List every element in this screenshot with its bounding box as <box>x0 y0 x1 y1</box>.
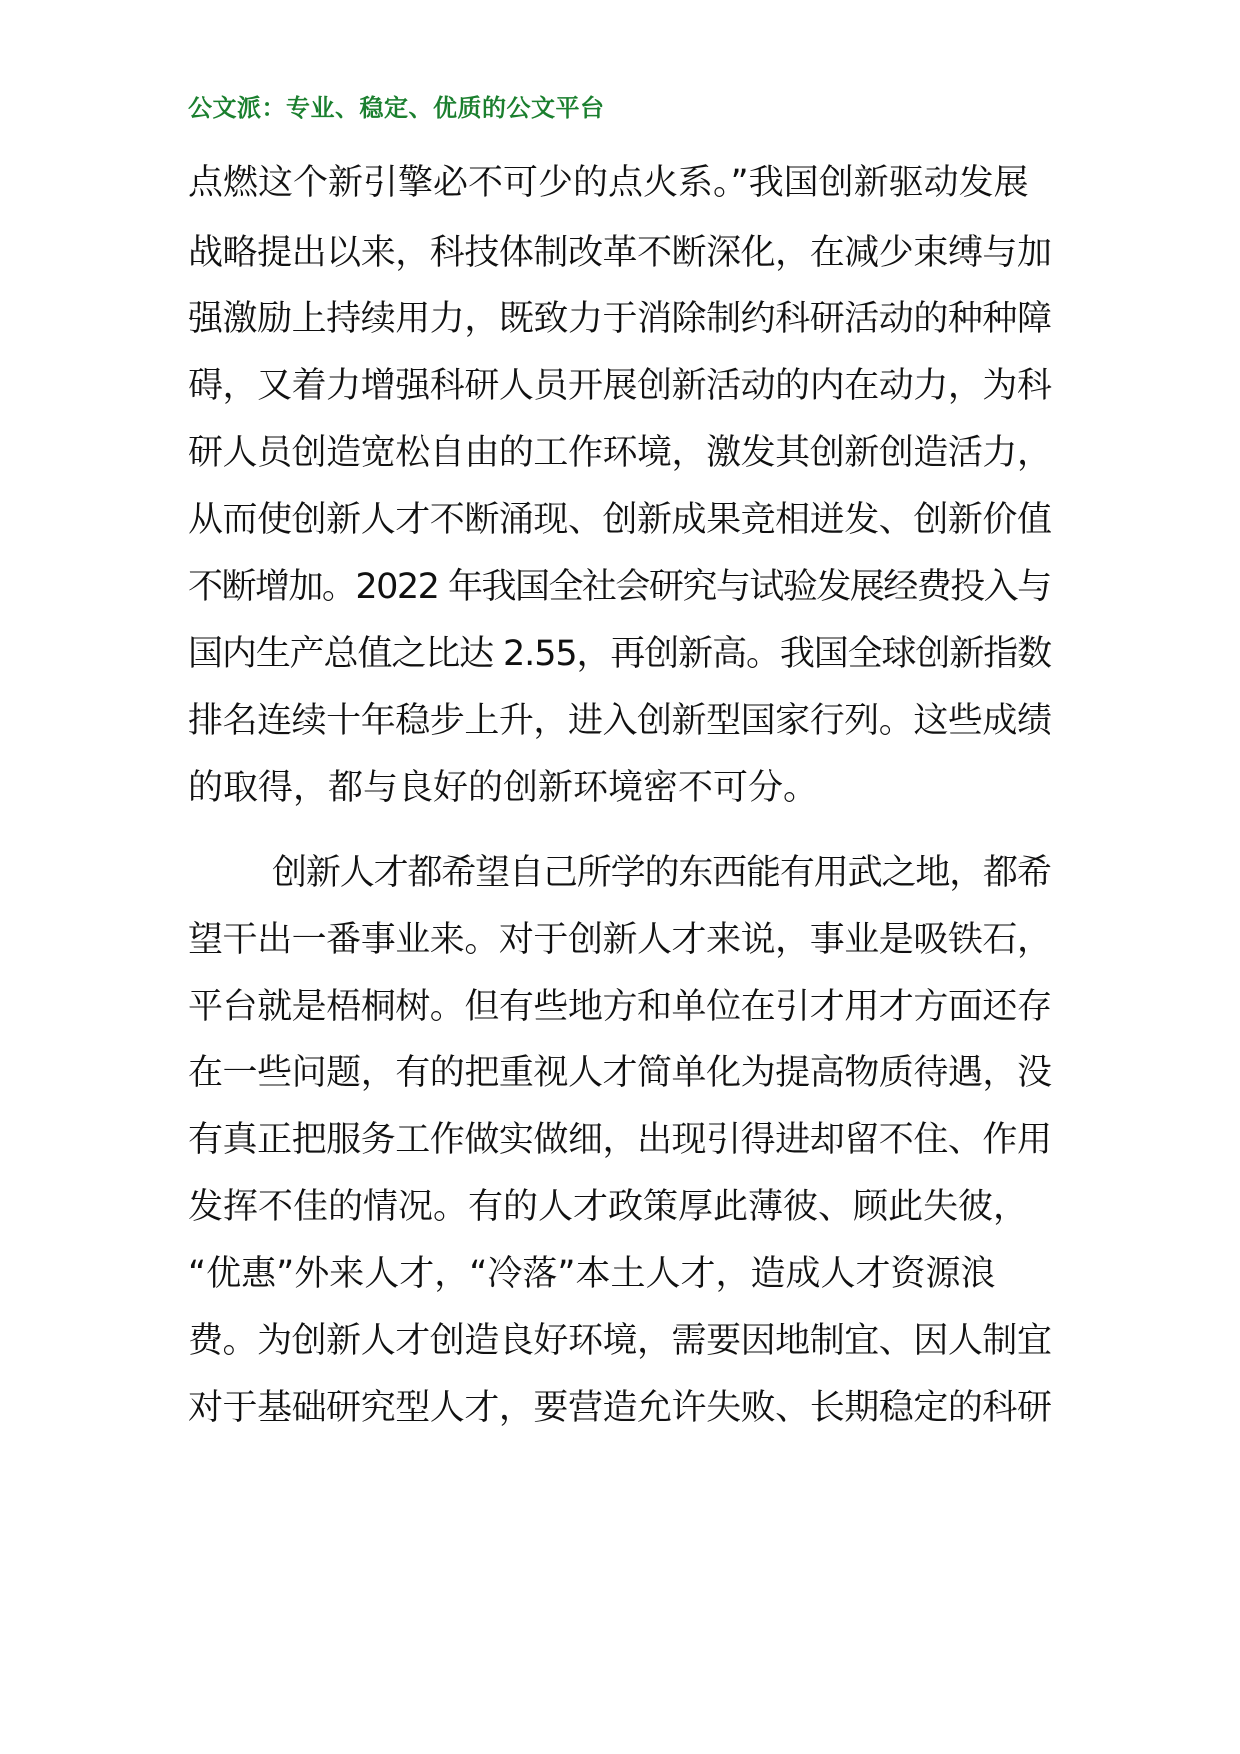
body-line: 的取得，都与良好的创新环境密不可分。 <box>188 768 819 808</box>
body-line: 在一些问题，有的把重视人才简单化为提高物质待遇，没 <box>188 1053 1052 1093</box>
body-line: 从而使创新人才不断涌现、创新成果竞相迸发、创新价值 <box>188 500 1052 540</box>
body-line: 碍，又着力增强科研人员开展创新活动的内在动力，为科 <box>188 366 1052 406</box>
body-line: 费。为创新人才创造良好环境，需要因地制宜、因人制宜 <box>188 1321 1052 1361</box>
body-line: 创新人才都希望自己所学的东西能有用武之地，都希 <box>272 853 1051 893</box>
body-line: 发挥不佳的情况。有的人才政策厚此薄彼、顾此失彼， <box>188 1187 1029 1227</box>
body-line: 不断增加。2022 年我国全社会研究与试验发展经费投入与 <box>188 567 1051 607</box>
body-line: 研人员创造宽松自由的工作环境，激发其创新创造活力， <box>188 433 1052 473</box>
body-line: 平台就是梧桐树。但有些地方和单位在引才用才方面还存 <box>188 987 1052 1027</box>
site-header: 公文派：专业、稳定、优质的公文平台 <box>188 94 605 122</box>
body-line: 有真正把服务工作做实做细，出现引得进却留不住、作用 <box>188 1120 1052 1160</box>
body-line: 对于基础研究型人才，要营造允许失败、长期稳定的科研 <box>188 1388 1052 1428</box>
body-line: 排名连续十年稳步上升，进入创新型国家行列。这些成绩 <box>188 701 1052 741</box>
body-line: “优惠”外来人才，“冷落”本土人才，造成人才资源浪 <box>188 1254 996 1294</box>
body-line: 强激励上持续用力，既致力于消除制约科研活动的种种障 <box>188 299 1052 339</box>
body-line: 战略提出以来，科技体制改革不断深化，在减少束缚与加 <box>188 233 1052 273</box>
body-line: 国内生产总值之比达 2.55，再创新高。我国全球创新指数 <box>188 634 1051 674</box>
body-line: 望干出一番事业来。对于创新人才来说，事业是吸铁石， <box>188 920 1052 960</box>
body-line: 点燃这个新引擎必不可少的点火系。”我国创新驱动发展 <box>188 163 1029 203</box>
